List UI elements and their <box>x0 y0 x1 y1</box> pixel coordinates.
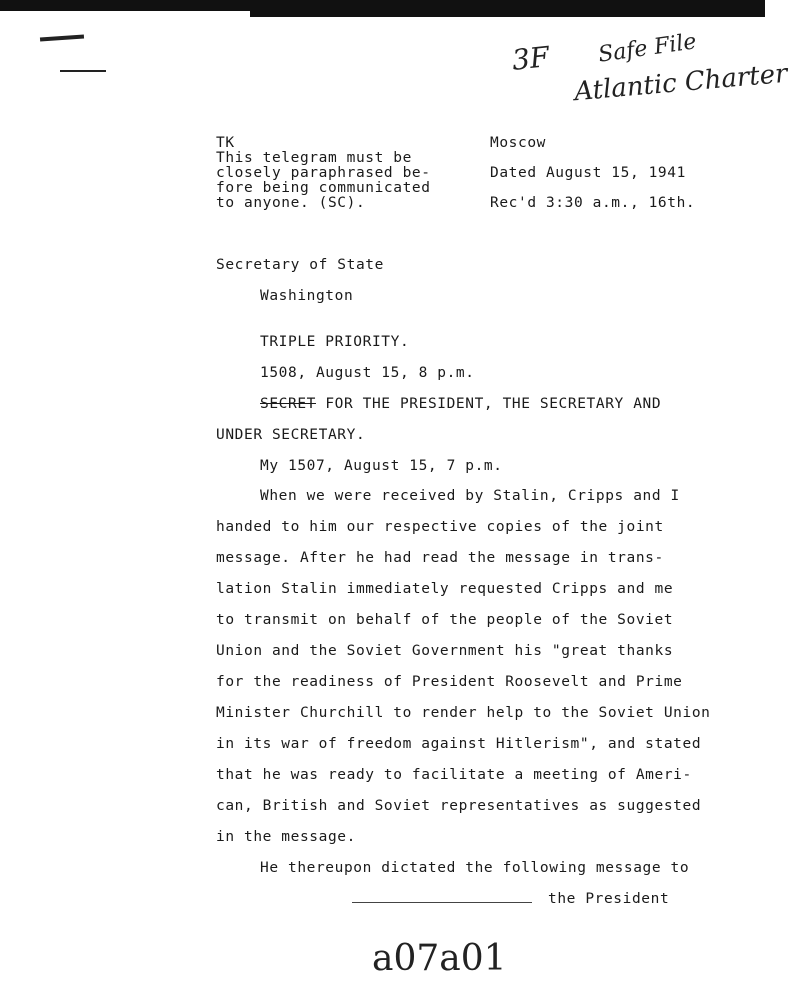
body-line: to transmit on behalf of the people of the Soviet <box>216 612 674 628</box>
body-line: handed to him our respective copies of the joint <box>216 519 664 535</box>
file-code-annotation: 3F <box>510 40 551 77</box>
body-line: When we were received by Stalin, Cripps and I <box>260 488 680 504</box>
body-line: message. After he had read the message in trans- <box>216 550 664 566</box>
prior-reference: My 1507, August 15, 7 p.m. <box>260 458 503 474</box>
message-number: 1508, August 15, 8 p.m. <box>260 365 475 381</box>
file-note-annotation: Atlantic Charter <box>573 58 789 108</box>
body-line: lation Stalin immediately requested Cripps and me <box>216 581 674 597</box>
scan-mark <box>60 70 106 72</box>
body-line: in the message. <box>216 829 356 845</box>
body-line: in its war of freedom against Hitlerism", and stated <box>216 736 702 752</box>
routing-initials: TK <box>216 135 235 151</box>
scan-mark <box>40 34 84 41</box>
handling-line: to anyone. (SC). <box>216 195 366 211</box>
recipient: Secretary of State <box>216 257 384 273</box>
struck-classification: SECRET <box>260 396 316 412</box>
file-note-annotation: Safe File <box>596 29 698 68</box>
continuation-rule <box>352 902 532 903</box>
body-line: for the readiness of President Roosevelt and Prime <box>216 674 683 690</box>
scan-border <box>250 11 765 17</box>
recipient-city: Washington <box>260 288 354 304</box>
classification-addressees: FOR THE PRESIDENT, THE SECRETARY AND <box>315 396 662 412</box>
classification-line <box>260 397 661 412</box>
handling-line: This telegram must be <box>216 150 412 166</box>
date-received: Rec'd 3:30 a.m., 16th. <box>490 195 696 211</box>
body-line: Union and the Soviet Government his "great thanks <box>216 643 674 659</box>
handling-line: closely paraphrased be- <box>216 165 431 181</box>
body-line: Minister Churchill to render help to the Soviet Union <box>216 705 711 721</box>
scan-border <box>0 0 765 11</box>
date-sent: Dated August 15, 1941 <box>490 165 686 181</box>
priority-line: TRIPLE PRIORITY. <box>260 334 410 350</box>
body-line: can, British and Soviet representatives as suggested <box>216 798 702 814</box>
continuation-catchword: the President <box>548 891 670 907</box>
handling-line: fore being communicated <box>216 180 431 196</box>
origin-city: Moscow <box>490 135 546 151</box>
classification-line: UNDER SECRETARY. <box>216 427 366 443</box>
body-line: that he was ready to facilitate a meeting of Ameri- <box>216 767 692 783</box>
page-number-annotation: a07a01 <box>372 938 507 979</box>
closing-line: He thereupon dictated the following message to <box>260 860 690 876</box>
